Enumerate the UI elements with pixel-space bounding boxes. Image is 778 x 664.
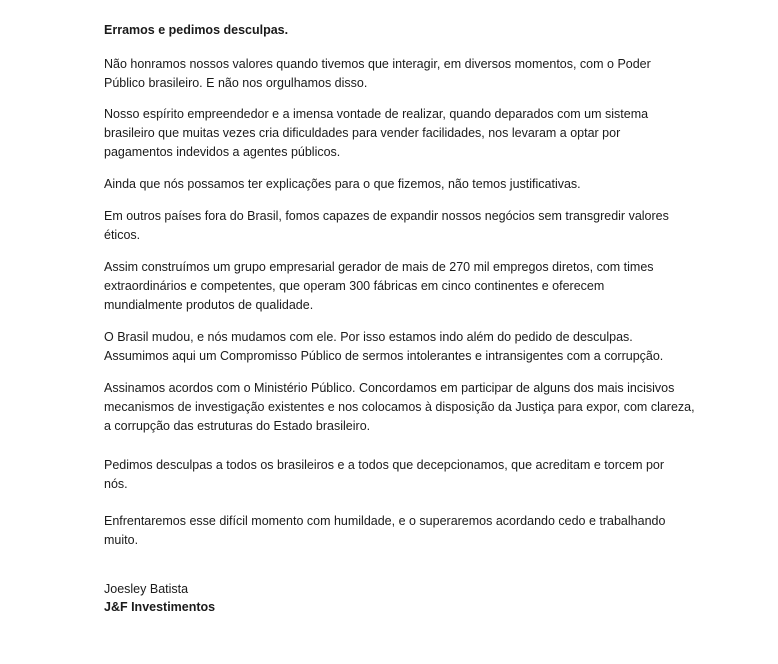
paragraph-line: Assumimos aqui um Compromisso Público de sermos intolerantes e intransigentes com a corrupção.: [104, 349, 664, 363]
paragraph-4: [104, 207, 669, 245]
paragraph-5: [104, 258, 664, 315]
paragraph-3: [104, 175, 664, 194]
paragraph-line: brasileiro que muitas vezes cria dificuldades para vender facilidades, nos levaram a optar por: [104, 126, 621, 140]
paragraph-line: muito.: [104, 533, 139, 547]
paragraph-6: [104, 328, 664, 366]
signature-name: Joesley Batista: [104, 582, 189, 596]
paragraph-line: nós.: [104, 477, 128, 491]
paragraph-line: O Brasil mudou, e nós mudamos com ele. Por isso estamos indo além do pedido de desculpas.: [104, 330, 633, 344]
paragraph-7: [104, 379, 695, 436]
paragraph-line: mecanismos de investigação existentes e nos colocamos à disposição da Justiça para expor, com clareza,: [104, 400, 695, 414]
paragraph-line: mundialmente produtos de qualidade.: [104, 298, 314, 312]
paragraph-line: Nosso espírito empreendedor e a imensa vontade de realizar, quando deparados com um sistema: [104, 107, 649, 121]
paragraph-line: éticos.: [104, 228, 141, 242]
paragraph-2: [104, 105, 664, 162]
paragraph-line: Assim construímos um grupo empresarial gerador de mais de 270 mil empregos diretos, com times: [104, 260, 654, 274]
paragraph-line: a corrupção das estruturas do Estado brasileiro.: [104, 419, 371, 433]
paragraph-line: Público brasileiro. E não nos orgulhamos disso.: [104, 76, 368, 90]
signature-company: J&F Investimentos: [104, 600, 216, 614]
paragraph-line: Assinamos acordos com o Ministério Público. Concordamos em participar de alguns dos mais incisivos: [104, 381, 675, 395]
paragraph-line: Não honramos nossos valores quando tivemos que interagir, em diversos momentos, com o Poder: [104, 57, 651, 71]
paragraph-8: [104, 456, 664, 494]
paragraph-line: Pedimos desculpas a todos os brasileiros e a todos que decepcionamos, que acreditam e torcem por: [104, 458, 665, 472]
letter-title: Erramos e pedimos desculpas.: [104, 23, 289, 37]
paragraph-1: [104, 55, 664, 93]
paragraph-line: Enfrentaremos esse difícil momento com humildade, e o superaremos acordando cedo e trabalhando: [104, 514, 666, 528]
paragraph-line: pagamentos indevidos a agentes públicos.: [104, 145, 341, 159]
paragraph-line: extraordinários e competentes, que operam 300 fábricas em cinco continentes e oferecem: [104, 279, 605, 293]
paragraph-line: Em outros países fora do Brasil, fomos capazes de expandir nossos negócios sem transgredir valores: [104, 209, 669, 223]
paragraph-9: [104, 512, 664, 550]
paragraph-line: Ainda que nós possamos ter explicações para o que fizemos, não temos justificativas.: [104, 177, 581, 191]
